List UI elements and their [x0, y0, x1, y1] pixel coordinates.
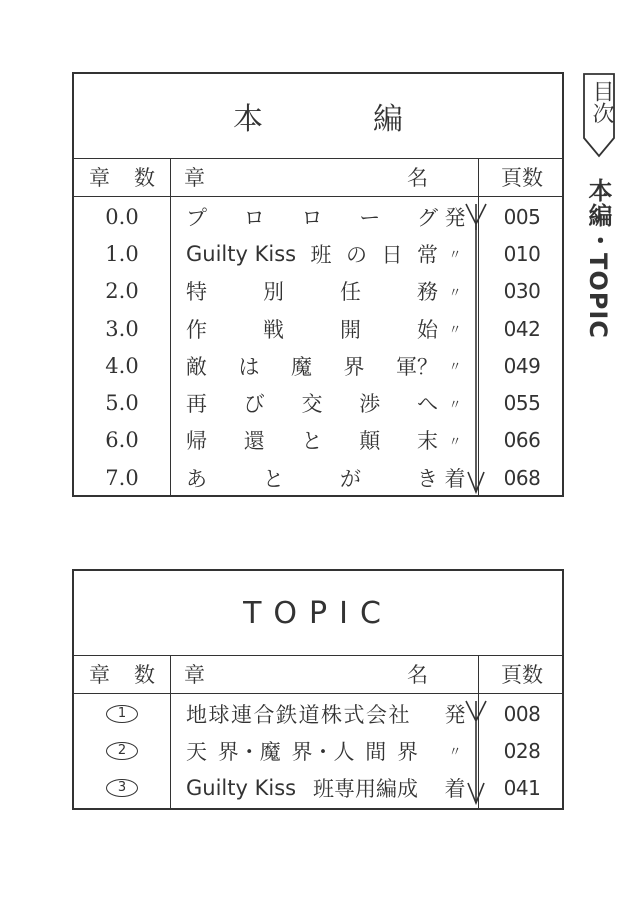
chapter-name-part: 戦 [263, 317, 284, 342]
chapter-name-part: グ [417, 205, 438, 230]
route-mark: 着 [444, 776, 466, 801]
chapter-number: 3.0 [105, 316, 139, 341]
chapter-name-part: 敵 [186, 354, 207, 379]
header-num-b: 数 [134, 166, 155, 190]
header-name-b: 名 [407, 166, 428, 190]
route-mark: 発 [444, 702, 466, 727]
topic-header-num-a: 章 [89, 663, 110, 687]
circled-number: 3 [106, 779, 138, 797]
page-number[interactable]: 068 [503, 465, 541, 490]
page-number[interactable]: 008 [503, 701, 541, 726]
chapter-number: 4.0 [105, 353, 139, 378]
chapter-name-part: ロ [243, 205, 265, 230]
ditto-mark: 〃 [448, 323, 462, 339]
chapter-number: 7.0 [105, 465, 139, 490]
chapter-name-part: 日 [381, 242, 403, 267]
chapter-name-part: 渉 [359, 392, 381, 417]
topic-route-arrow-icon [464, 697, 488, 807]
chapter-name-part: 界 [397, 739, 418, 764]
page-number[interactable]: 030 [503, 279, 541, 304]
header-name-a: 章 [184, 166, 205, 190]
chapter-name[interactable] [186, 459, 438, 496]
topic-table-title: TOPIC [243, 595, 393, 631]
chapter-name-part: き [417, 466, 438, 491]
chapter-name[interactable] [186, 235, 438, 272]
chapter-name-part: 作 [186, 317, 207, 342]
chapter-name-part: 再 [186, 392, 207, 417]
main-table-title [74, 74, 562, 158]
header-chapter-number [74, 158, 170, 196]
toc-vertical-title: 本編・TOPIC [584, 178, 612, 339]
chapter-name[interactable] [186, 273, 438, 310]
header-chapter-name [184, 158, 428, 196]
chapter-name-part: が [340, 466, 361, 491]
chapter-number [74, 769, 170, 806]
circled-number: 1 [106, 705, 138, 723]
topic-header-name-b: 名 [407, 663, 428, 687]
ditto-mark: 〃 [448, 248, 462, 264]
page-number[interactable]: 042 [503, 316, 541, 341]
topic-header-chapter-name [184, 655, 428, 693]
chapter-name-part: は [238, 354, 260, 379]
topic-header-num-b: 数 [134, 663, 155, 687]
chapter-number [74, 732, 170, 769]
chapter-name-part: 常 [416, 242, 438, 267]
chapter-number: 1.0 [105, 241, 139, 266]
chapter-name-part: プ [186, 205, 207, 230]
page-number[interactable]: 041 [503, 775, 541, 800]
ditto-mark: 〃 [448, 745, 462, 760]
chapter-name-part: 特 [186, 280, 207, 305]
page-number[interactable]: 010 [503, 241, 541, 266]
chapter-name[interactable] [186, 769, 418, 806]
chapter-name-part: 地球連合鉄道株式会社 [186, 702, 411, 727]
chapter-name-part: Guilty Kiss [186, 241, 297, 266]
chapter-name-part: 任 [340, 280, 361, 305]
main-title-left: 本 [233, 102, 263, 137]
chapter-name-part: 開 [340, 317, 361, 342]
route-mark: 着 [444, 466, 466, 491]
header-page: 頁数 [501, 166, 543, 190]
page-number[interactable]: 005 [503, 204, 541, 229]
chapter-name-part: び [243, 392, 265, 417]
chapter-name-part: 務 [417, 280, 438, 305]
chapter-name-part: 班 [310, 242, 332, 267]
chapter-name-part: 天 [186, 739, 207, 764]
chapter-name-part: 顛 [359, 429, 381, 454]
chapter-name-part: ロ [301, 205, 323, 230]
route-mark: 発 [444, 205, 466, 230]
ditto-mark: 〃 [448, 434, 462, 450]
chapter-name[interactable] [186, 310, 438, 347]
chapter-name-part: と [301, 429, 323, 454]
page-number[interactable]: 028 [503, 738, 541, 763]
page-number[interactable]: 055 [503, 391, 541, 416]
main-chapter-table [72, 72, 564, 497]
chapter-number: 6.0 [105, 428, 139, 453]
chapter-name-part: と [263, 466, 284, 491]
chapter-name-part: 魔 [291, 354, 312, 379]
chapter-name-part: の [346, 242, 368, 267]
topic-header-chapter-number [74, 655, 170, 693]
toc-side-label [582, 72, 616, 166]
chapter-name-part: 還 [243, 429, 265, 454]
chapter-name-part: 界・魔 [217, 739, 281, 764]
chapter-name-part: へ [417, 392, 438, 417]
chapter-name-part: 始 [417, 317, 438, 342]
chapter-name-part: 別 [263, 280, 284, 305]
chapter-name-part: 交 [301, 392, 323, 417]
ditto-mark: 〃 [448, 397, 462, 413]
ditto-mark: 〃 [448, 360, 462, 376]
chapter-name-part: 界・人 [291, 739, 355, 764]
chapter-number [74, 695, 170, 732]
topic-header-page: 頁数 [501, 663, 543, 687]
topic-table [72, 569, 564, 810]
chapter-name[interactable] [186, 385, 438, 422]
route-arrow-icon [464, 200, 488, 495]
toc-label: 目次 [589, 80, 614, 124]
chapter-name-part: Guilty Kiss [186, 775, 297, 800]
header-num-a: 章 [89, 166, 110, 190]
page-number[interactable]: 066 [503, 428, 541, 453]
chapter-number: 5.0 [105, 391, 139, 416]
chapter-name[interactable] [186, 198, 438, 235]
chapter-number: 0.0 [105, 204, 139, 229]
main-title-right: 編 [373, 102, 403, 137]
page-number[interactable]: 049 [503, 353, 541, 378]
chapter-name[interactable] [186, 347, 438, 384]
chapter-name-part: 間 [365, 739, 387, 764]
chapter-name-part: あ [186, 466, 207, 491]
chapter-name-part: 帰 [186, 429, 207, 454]
ditto-mark: 〃 [448, 285, 462, 301]
circled-number: 2 [106, 742, 138, 760]
topic-header-name-a: 章 [184, 663, 205, 687]
chapter-name-part: 末 [417, 429, 438, 454]
chapter-name[interactable] [186, 732, 418, 769]
chapter-name-part: 界 [343, 354, 365, 379]
chapter-name-part: 班専用編成 [313, 776, 418, 801]
chapter-name-part: ー [359, 205, 381, 230]
chapter-number: 2.0 [105, 279, 139, 304]
chapter-name-part: 軍？ [396, 354, 438, 379]
chapter-name[interactable] [186, 422, 438, 459]
chapter-name[interactable] [186, 695, 418, 732]
